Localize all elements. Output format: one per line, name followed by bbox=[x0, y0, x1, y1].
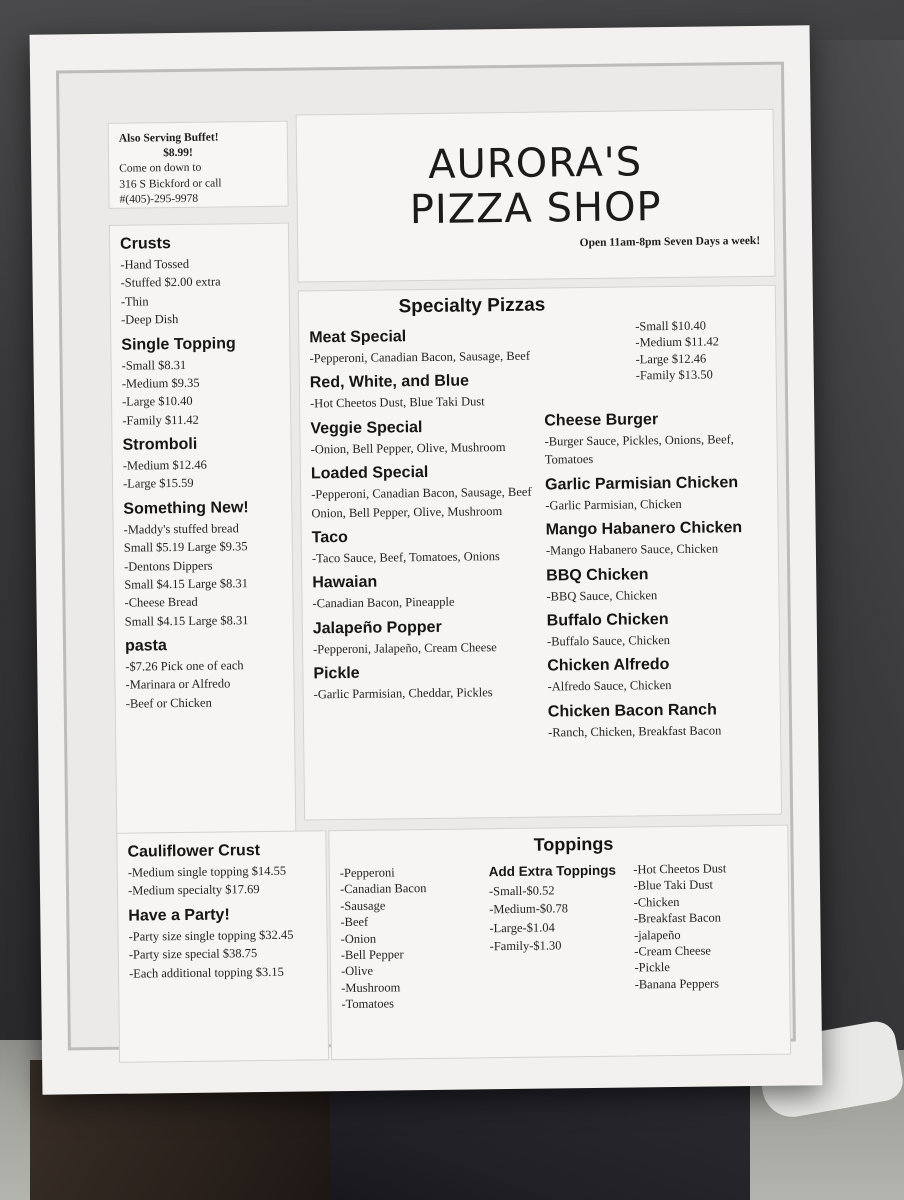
toppings-column-premium bbox=[633, 859, 779, 1010]
topping-item: -Tomatoes bbox=[341, 996, 395, 1012]
left-menu-column bbox=[109, 223, 297, 883]
section-title-something-new: Something New! bbox=[123, 498, 249, 518]
topping-item: -Pickle bbox=[634, 960, 670, 975]
pizza-name: Red, White, and Blue bbox=[309, 372, 470, 392]
pizza-desc-cont: Onion, Bell Pepper, Olive, Mushroom bbox=[311, 503, 503, 520]
pizza-desc: -Pepperoni, Jalapeño, Cream Cheese bbox=[312, 639, 497, 657]
menu-flyer-border bbox=[56, 62, 796, 1051]
buffet-line-1: Also Serving Buffet! bbox=[118, 131, 219, 145]
specialty-columns bbox=[299, 322, 780, 747]
specialty-price: -Family $13.50 bbox=[635, 367, 713, 383]
pizza-desc: -Ranch, Chicken, Breakfast Bacon bbox=[548, 723, 722, 740]
single-topping-price: -Family $11.42 bbox=[122, 412, 199, 428]
topping-item: -Bell Pepper bbox=[340, 947, 404, 962]
buffet-line-3: Come on down to bbox=[119, 162, 202, 176]
pasta-item: -Beef or Chicken bbox=[125, 695, 212, 711]
specialty-column-left bbox=[309, 325, 536, 747]
something-new-item: -Maddy's stuffed bread bbox=[123, 521, 239, 537]
something-new-item: Small $4.15 Large $8.31 bbox=[124, 576, 249, 592]
specialty-price: -Medium $11.42 bbox=[635, 334, 720, 350]
pizza-desc: -Buffalo Sauce, Chicken bbox=[546, 632, 671, 649]
something-new-item: Small $4.15 Large $8.31 bbox=[124, 612, 249, 629]
topping-item: -Onion bbox=[340, 931, 377, 946]
single-topping-price: -Medium $9.35 bbox=[121, 375, 200, 391]
toppings-column-base bbox=[340, 862, 491, 1013]
section-title-cauliflower: Cauliflower Crust bbox=[127, 842, 261, 861]
buffet-phone: #(405)-295-9978 bbox=[119, 192, 199, 206]
buffet-info-box bbox=[108, 121, 289, 209]
section-title-extra-toppings: Add Extra Toppings bbox=[488, 862, 617, 880]
section-title-specialty: Specialty Pizzas bbox=[398, 294, 546, 318]
crust-item: -Thin bbox=[120, 294, 149, 309]
pizza-name: Chicken Bacon Ranch bbox=[547, 701, 717, 721]
buffet-price: $8.99! bbox=[163, 146, 193, 160]
pizza-name: Meat Special bbox=[309, 328, 407, 347]
crust-item: -Hand Tossed bbox=[120, 256, 190, 272]
topping-item: -Beef bbox=[340, 914, 369, 930]
pizza-desc: -Garlic Parmisian, Chicken bbox=[545, 496, 682, 513]
topping-item: -Mushroom bbox=[341, 979, 401, 995]
party-item: -Each additional topping $3.15 bbox=[128, 964, 284, 981]
extra-topping-price: -Small-$0.52 bbox=[488, 883, 555, 899]
buffet-address: 316 S Bickford or call bbox=[119, 176, 222, 191]
pizza-desc: -Canadian Bacon, Pineapple bbox=[312, 594, 455, 611]
section-title-pasta: pasta bbox=[124, 637, 167, 655]
topping-item: -Banana Peppers bbox=[634, 976, 720, 992]
specialty-price: -Large $12.46 bbox=[635, 351, 707, 367]
pizza-name: Taco bbox=[311, 528, 348, 547]
pizza-desc: -Mango Habanero Sauce, Chicken bbox=[545, 541, 719, 558]
pizza-desc: -Burger Sauce, Pickles, Onions, Beef, bbox=[544, 432, 734, 449]
pizza-desc: -Pepperoni, Canadian Bacon, Sausage, Beef bbox=[311, 484, 532, 502]
menu-flyer-paper bbox=[30, 25, 823, 1094]
topping-item: -Canadian Bacon bbox=[339, 881, 427, 897]
pizza-desc: -Hot Cheetos Dust, Blue Taki Dust bbox=[309, 394, 485, 411]
topping-item: -Olive bbox=[340, 963, 374, 979]
section-title-single-topping: Single Topping bbox=[121, 334, 236, 354]
pizza-name: Mango Habanero Chicken bbox=[545, 519, 743, 539]
topping-item: -Chicken bbox=[633, 894, 680, 910]
extra-topping-price: -Medium-$0.78 bbox=[489, 901, 569, 917]
pizza-name: Hawaian bbox=[312, 573, 378, 592]
section-title-crusts: Crusts bbox=[120, 235, 171, 253]
pizza-desc: -Taco Sauce, Beef, Tomatoes, Onions bbox=[311, 548, 500, 566]
topping-item: -Cream Cheese bbox=[634, 943, 712, 959]
pizza-desc: -Garlic Parmisian, Cheddar, Pickles bbox=[313, 685, 493, 702]
extra-topping-price: -Large-$1.04 bbox=[489, 920, 555, 936]
topping-item: -Breakfast Bacon bbox=[633, 910, 722, 926]
pizza-desc: -Onion, Bell Pepper, Olive, Mushroom bbox=[310, 439, 506, 457]
stromboli-price: -Medium $12.46 bbox=[122, 457, 207, 473]
pizza-name: Pickle bbox=[313, 664, 360, 683]
pizza-name: Loaded Special bbox=[310, 464, 429, 483]
topping-item: -Sausage bbox=[340, 898, 386, 913]
pizza-name: Chicken Alfredo bbox=[547, 656, 670, 675]
party-item: -Party size single topping $32.45 bbox=[128, 927, 294, 944]
section-title-toppings: Toppings bbox=[533, 833, 614, 855]
pasta-item: -Marinara or Alfredo bbox=[125, 676, 231, 693]
pizza-desc: -BBQ Sauce, Chicken bbox=[546, 587, 658, 604]
cauliflower-item: -Medium specialty $17.69 bbox=[127, 882, 260, 899]
crust-item: -Deep Dish bbox=[120, 312, 179, 327]
cauliflower-party-column bbox=[116, 830, 329, 1063]
topping-item: -Pepperoni bbox=[339, 865, 395, 881]
header-banner bbox=[296, 109, 776, 283]
cauliflower-item: -Medium single topping $14.55 bbox=[127, 863, 287, 880]
topping-item: -Hot Cheetos Dust bbox=[633, 861, 727, 877]
opening-hours: Open 11am-8pm Seven Days a week! bbox=[579, 234, 761, 249]
specialty-price: -Small $10.40 bbox=[635, 318, 707, 334]
something-new-item: -Cheese Bread bbox=[124, 595, 198, 610]
specialty-price-list bbox=[635, 316, 766, 385]
party-item: -Party size special $38.75 bbox=[128, 946, 258, 962]
stromboli-price: -Large $15.59 bbox=[122, 476, 194, 492]
pizza-name: Veggie Special bbox=[310, 418, 423, 438]
single-topping-price: -Large $10.40 bbox=[121, 394, 193, 409]
toppings-column-extra-prices bbox=[489, 860, 635, 1011]
pizza-name: Garlic Parmisian Chicken bbox=[544, 473, 739, 494]
crust-item: -Stuffed $2.00 extra bbox=[120, 274, 221, 291]
shop-title-line-2: PIZZA SHOP bbox=[409, 184, 662, 234]
section-title-stromboli: Stromboli bbox=[122, 435, 198, 454]
pizza-desc-cont: Tomatoes bbox=[544, 452, 594, 467]
section-title-party: Have a Party! bbox=[128, 906, 230, 925]
pasta-item: -$7.26 Pick one of each bbox=[125, 658, 244, 674]
pizza-name: Cheese Burger bbox=[544, 411, 659, 430]
topping-item: -Blue Taki Dust bbox=[633, 877, 713, 893]
shop-title-line-1: AURORA'S bbox=[427, 139, 643, 189]
topping-item: -jalapeño bbox=[633, 927, 681, 942]
toppings-panel bbox=[328, 825, 791, 1061]
specialty-column-right bbox=[543, 322, 770, 744]
toppings-columns bbox=[330, 859, 790, 1014]
specialty-pizzas-panel bbox=[298, 285, 782, 821]
pizza-desc: -Pepperoni, Canadian Bacon, Sausage, Beef bbox=[309, 348, 531, 366]
something-new-item: Small $5.19 Large $9.35 bbox=[123, 539, 248, 555]
pizza-name: Jalapeño Popper bbox=[312, 618, 442, 638]
pizza-desc: -Alfredo Sauce, Chicken bbox=[547, 678, 672, 694]
extra-topping-price: -Family-$1.30 bbox=[489, 938, 562, 954]
pizza-name: Buffalo Chicken bbox=[546, 610, 669, 630]
pizza-name: BBQ Chicken bbox=[546, 565, 649, 585]
single-topping-price: -Small $8.31 bbox=[121, 357, 187, 373]
something-new-item: -Dentons Dippers bbox=[123, 558, 213, 574]
